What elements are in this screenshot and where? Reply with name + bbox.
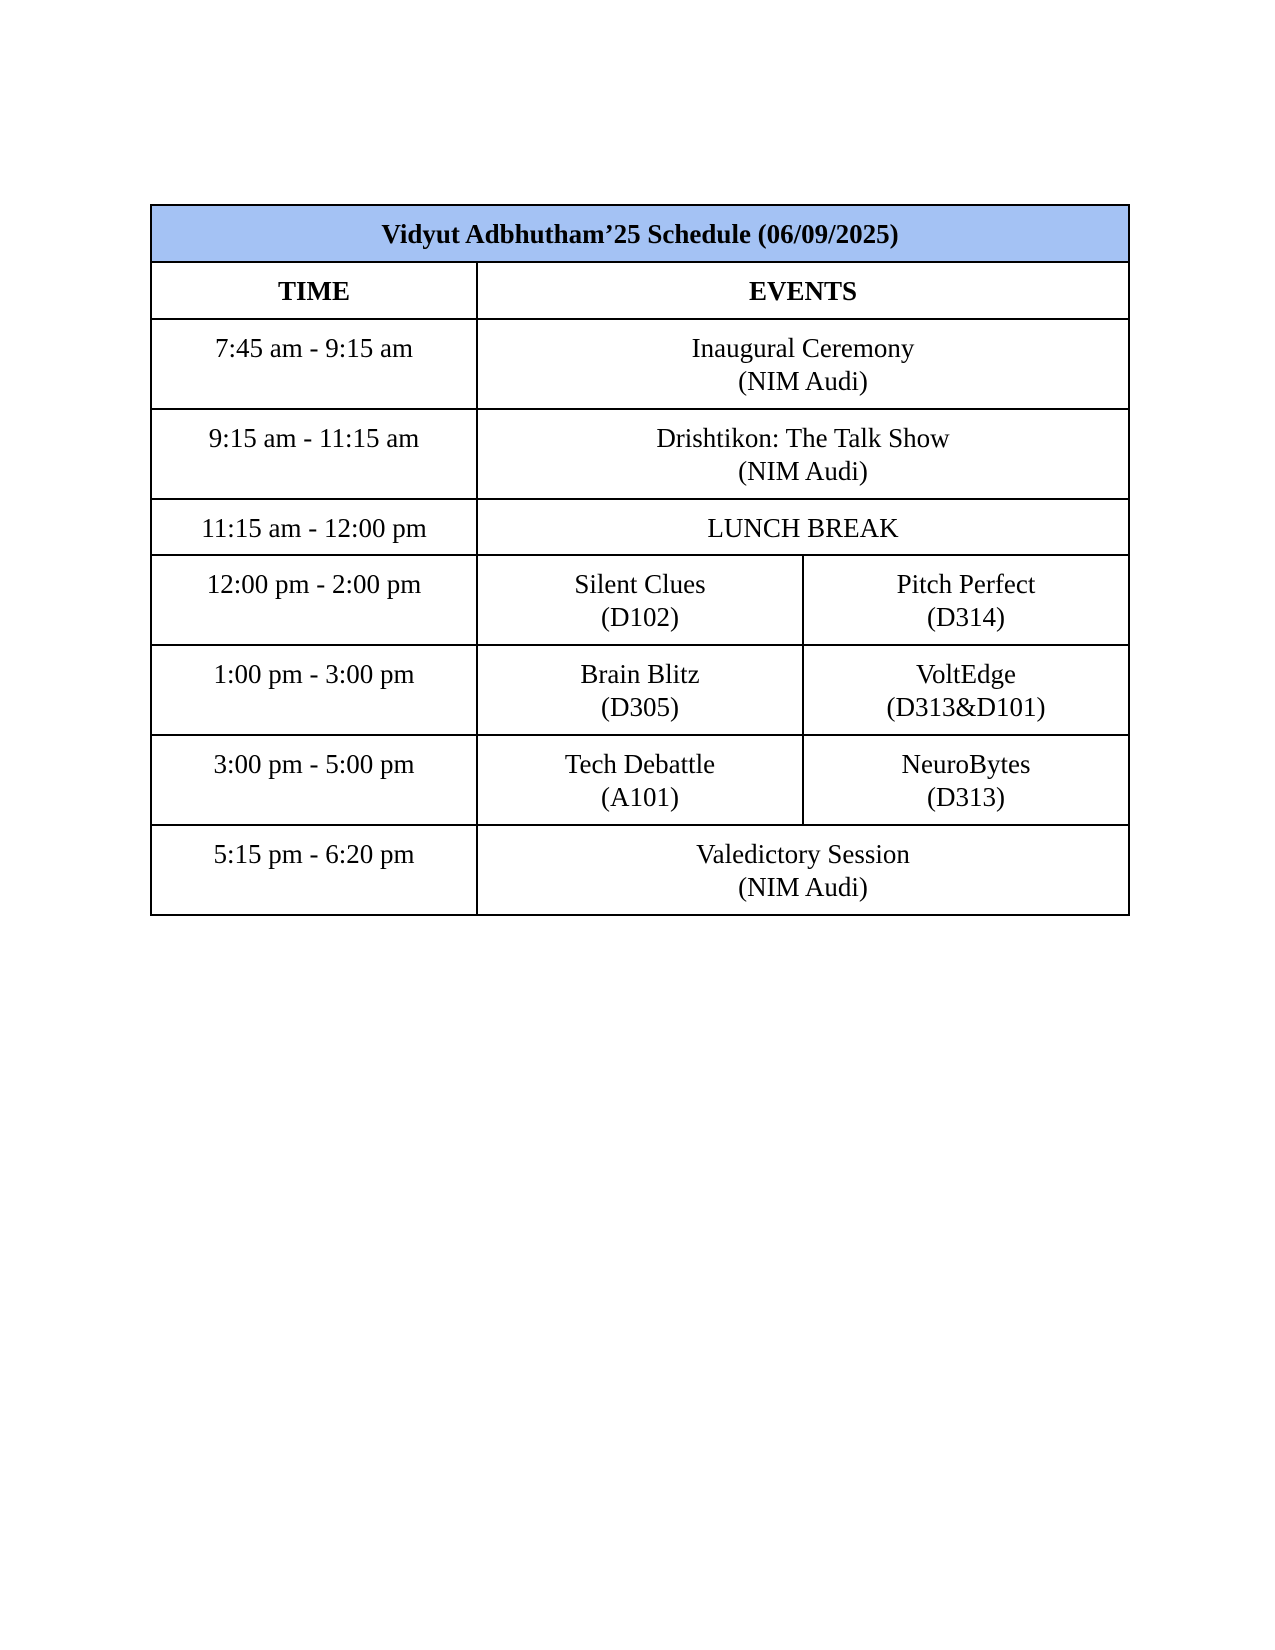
time-cell: 7:45 am - 9:15 am xyxy=(151,319,477,409)
event-venue: (D313) xyxy=(927,782,1005,812)
schedule-row xyxy=(151,319,1129,409)
event-name: Pitch Perfect xyxy=(896,569,1036,599)
schedule-title: Vidyut Adbhutham’25 Schedule (06/09/2025) xyxy=(151,205,1129,262)
event-venue: (NIM Audi) xyxy=(738,456,868,486)
event-venue: (D314) xyxy=(927,602,1005,632)
event-cell xyxy=(477,409,1129,499)
event-name: Inaugural Ceremony xyxy=(691,333,915,363)
schedule-row xyxy=(151,555,1129,645)
event-cell-left xyxy=(477,735,803,825)
event-venue: (D305) xyxy=(601,692,679,722)
event-cell-right xyxy=(803,555,1129,645)
time-column-header: TIME xyxy=(151,262,477,319)
event-name: LUNCH BREAK xyxy=(707,513,899,543)
event-venue: (D102) xyxy=(601,602,679,632)
event-cell-left xyxy=(477,555,803,645)
event-cell xyxy=(477,319,1129,409)
time-cell: 5:15 pm - 6:20 pm xyxy=(151,825,477,915)
time-cell: 9:15 am - 11:15 am xyxy=(151,409,477,499)
event-cell-left xyxy=(477,645,803,735)
schedule-row xyxy=(151,645,1129,735)
event-venue: (A101) xyxy=(601,782,679,812)
schedule-row xyxy=(151,409,1129,499)
event-venue: (D313&D101) xyxy=(886,692,1046,722)
event-name: Tech Debattle xyxy=(564,749,716,779)
event-name: Drishtikon: The Talk Show xyxy=(656,423,950,453)
event-name: VoltEdge xyxy=(916,659,1016,689)
schedule-row xyxy=(151,735,1129,825)
event-name: Valedictory Session xyxy=(696,839,910,869)
events-column-header: EVENTS xyxy=(477,262,1129,319)
schedule-row xyxy=(151,499,1129,555)
event-venue: (NIM Audi) xyxy=(738,366,868,396)
time-cell: 11:15 am - 12:00 pm xyxy=(151,499,477,555)
event-cell xyxy=(477,499,1129,555)
schedule-row xyxy=(151,825,1129,915)
header-row xyxy=(151,262,1129,319)
event-cell xyxy=(477,825,1129,915)
time-cell: 12:00 pm - 2:00 pm xyxy=(151,555,477,645)
schedule-table xyxy=(150,204,1130,916)
time-cell: 3:00 pm - 5:00 pm xyxy=(151,735,477,825)
event-cell-right xyxy=(803,645,1129,735)
event-venue: (NIM Audi) xyxy=(738,872,868,902)
event-name: Brain Blitz xyxy=(580,659,700,689)
event-cell-right xyxy=(803,735,1129,825)
time-cell: 1:00 pm - 3:00 pm xyxy=(151,645,477,735)
title-row xyxy=(151,205,1129,262)
event-name: Silent Clues xyxy=(574,569,706,599)
event-name: NeuroBytes xyxy=(901,749,1031,779)
